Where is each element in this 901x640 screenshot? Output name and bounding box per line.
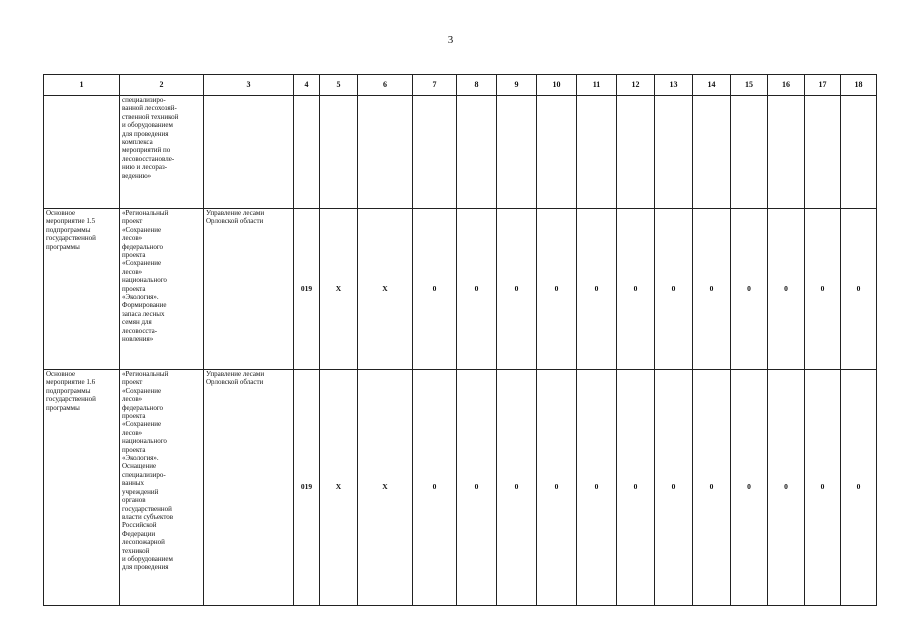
status-cell — [44, 96, 120, 209]
value-cell: 0 — [655, 209, 693, 370]
value-cell — [413, 96, 457, 209]
value-cell: 0 — [617, 370, 655, 606]
column-header: 10 — [537, 75, 577, 96]
value-cell: 0 — [537, 370, 577, 606]
value-cell: X — [358, 370, 413, 606]
value-cell: X — [358, 209, 413, 370]
value-cell — [497, 96, 537, 209]
value-cell: 0 — [731, 209, 768, 370]
value-cell: 0 — [497, 370, 537, 606]
value-cell — [320, 96, 358, 209]
executor-cell — [204, 96, 294, 209]
status-cell: Основное мероприятие 1.6 подпрограммы государственной программы — [44, 370, 120, 606]
value-cell: 0 — [413, 370, 457, 606]
description-cell: специализиро- ванной лесохозяй- ственной техникой и оборудованием для проведения комплекса мероприятий по лесовосстановле- нию и лесораз- ведению» — [120, 96, 204, 209]
column-header: 11 — [577, 75, 617, 96]
value-cell: 0 — [693, 209, 731, 370]
column-header: 6 — [358, 75, 413, 96]
column-header: 7 — [413, 75, 457, 96]
column-header: 4 — [294, 75, 320, 96]
table-row — [44, 209, 877, 370]
column-header: 14 — [693, 75, 731, 96]
column-header: 1 — [44, 75, 120, 96]
value-cell — [294, 96, 320, 209]
value-cell: 0 — [805, 209, 841, 370]
executor-cell: Управление лесами Орловской области — [204, 209, 294, 370]
budget-table — [43, 74, 877, 606]
value-cell — [457, 96, 497, 209]
value-cell: 019 — [294, 370, 320, 606]
value-cell: 0 — [617, 209, 655, 370]
value-cell: 0 — [805, 370, 841, 606]
value-cell: 0 — [577, 209, 617, 370]
column-header: 8 — [457, 75, 497, 96]
value-cell — [693, 96, 731, 209]
column-header: 16 — [768, 75, 805, 96]
value-cell — [358, 96, 413, 209]
value-cell — [537, 96, 577, 209]
table-row — [44, 370, 877, 606]
value-cell: 0 — [413, 209, 457, 370]
value-cell — [731, 96, 768, 209]
column-header: 18 — [841, 75, 877, 96]
column-header: 13 — [655, 75, 693, 96]
value-cell — [617, 96, 655, 209]
value-cell: 0 — [497, 209, 537, 370]
column-header: 2 — [120, 75, 204, 96]
executor-cell: Управление лесами Орловской области — [204, 370, 294, 606]
table-row — [44, 96, 877, 209]
column-header: 15 — [731, 75, 768, 96]
page-number: 3 — [447, 34, 454, 46]
value-cell — [655, 96, 693, 209]
status-cell: Основное мероприятие 1.5 подпрограммы государственной программы — [44, 209, 120, 370]
value-cell: 0 — [841, 209, 877, 370]
value-cell: X — [320, 370, 358, 606]
column-header: 12 — [617, 75, 655, 96]
column-header: 9 — [497, 75, 537, 96]
value-cell: 0 — [693, 370, 731, 606]
value-cell — [805, 96, 841, 209]
value-cell: 0 — [457, 370, 497, 606]
value-cell: 0 — [768, 370, 805, 606]
description-cell: «Региональный проект «Сохранение лесов» федерального проекта «Сохранение лесов» национального проекта «Экология». Оснащение специализиро- ванных учреждений органов государственной власти субъектов Российской Федерации лесопожарной техникой и оборудованием для проведения — [120, 370, 204, 606]
value-cell: 0 — [457, 209, 497, 370]
value-cell: X — [320, 209, 358, 370]
value-cell: 0 — [655, 370, 693, 606]
column-header: 3 — [204, 75, 294, 96]
value-cell: 0 — [841, 370, 877, 606]
column-header: 5 — [320, 75, 358, 96]
value-cell — [768, 96, 805, 209]
header-row — [44, 75, 877, 96]
value-cell: 0 — [577, 370, 617, 606]
value-cell: 019 — [294, 209, 320, 370]
value-cell: 0 — [537, 209, 577, 370]
value-cell — [841, 96, 877, 209]
value-cell: 0 — [768, 209, 805, 370]
value-cell: 0 — [731, 370, 768, 606]
description-cell: «Региональный проект «Сохранение лесов» федерального проекта «Сохранение лесов» национального проекта «Экология». Формирование запаса лесных семян для лесовосста- новления» — [120, 209, 204, 370]
value-cell — [577, 96, 617, 209]
column-header: 17 — [805, 75, 841, 96]
